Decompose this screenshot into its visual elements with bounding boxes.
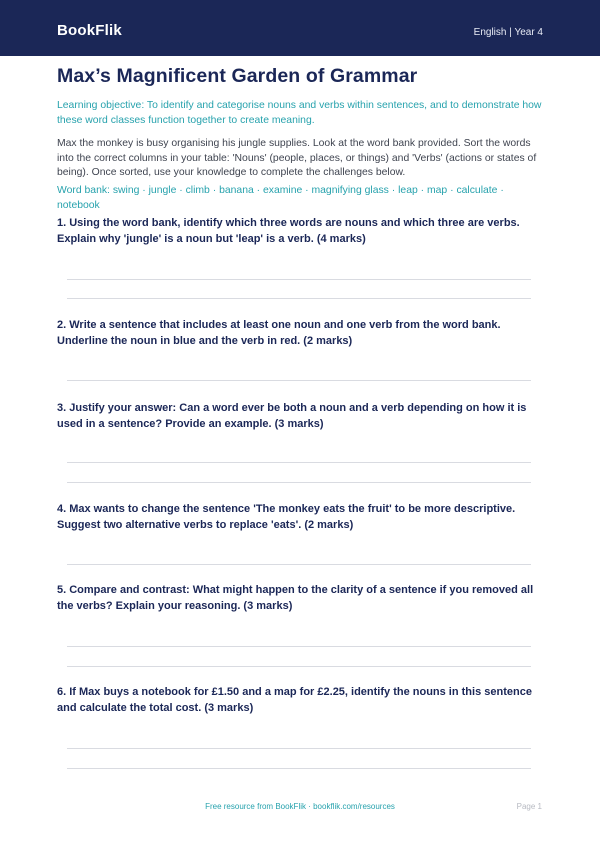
subject-year-label: English | Year 4 [473, 27, 543, 38]
worksheet-title: Max’s Magnificent Garden of Grammar [57, 65, 418, 87]
intro-paragraph: Max the monkey is busy organising his jungle supplies. Look at the word bank provided. Sort the words into the correct columns in your table: 'Nouns' (people, places, or things) and 'Verbs' (actions or states of being). Once sorted, use your knowledge to complete the challenges below. [57, 138, 537, 178]
question-4: 4. Max wants to change the sentence 'The monkey eats the fruit' to be more descriptive. Suggest two alternative verbs to replace 'eats'. (2 marks) [57, 503, 516, 531]
answer-line-6a[interactable] [67, 748, 531, 749]
brand-logo-text[interactable]: BookFlik [57, 22, 122, 39]
answer-line-6b[interactable] [67, 768, 531, 769]
page-number: Page 1 [516, 802, 542, 811]
page-header [0, 0, 600, 56]
answer-line-3a[interactable] [67, 462, 531, 463]
answer-line-1b[interactable] [67, 298, 531, 299]
question-3: 3. Justify your answer: Can a word ever be both a noun and a verb depending on how it is used in a sentence? Provide an example. (3 marks) [57, 402, 527, 430]
answer-line-4a[interactable] [67, 564, 531, 565]
question-2: 2. Write a sentence that includes at least one noun and one verb from the word bank. Underline the noun in blue and the verb in red. (2 marks) [57, 319, 501, 347]
footer-credit[interactable]: Free resource from BookFlik · bookflik.com/resources [205, 802, 395, 811]
question-6: 6. If Max buys a notebook for £1.50 and a map for £2.25, identify the nouns in this sentence and calculate the total cost. (3 marks) [57, 686, 532, 714]
answer-line-3b[interactable] [67, 482, 531, 483]
learning-objective: Learning objective: To identify and categorise nouns and verbs within sentences, and to demonstrate how these word classes function together to create meaning. [57, 100, 542, 126]
question-5: 5. Compare and contrast: What might happen to the clarity of a sentence if you removed all the verbs? Explain your reasoning. (3 marks) [57, 584, 534, 612]
answer-line-1a[interactable] [67, 279, 531, 280]
answer-line-2a[interactable] [67, 380, 531, 381]
answer-line-5b[interactable] [67, 666, 531, 667]
answer-line-5a[interactable] [67, 646, 531, 647]
word-bank: Word bank: swing · jungle · climb · banana · examine · magnifying glass · leap · map · calculate · notebook [57, 185, 504, 211]
question-1: 1. Using the word bank, identify which three words are nouns and which three are verbs. Explain why 'jungle' is a noun but 'leap' is a verb. (4 marks) [57, 217, 520, 245]
